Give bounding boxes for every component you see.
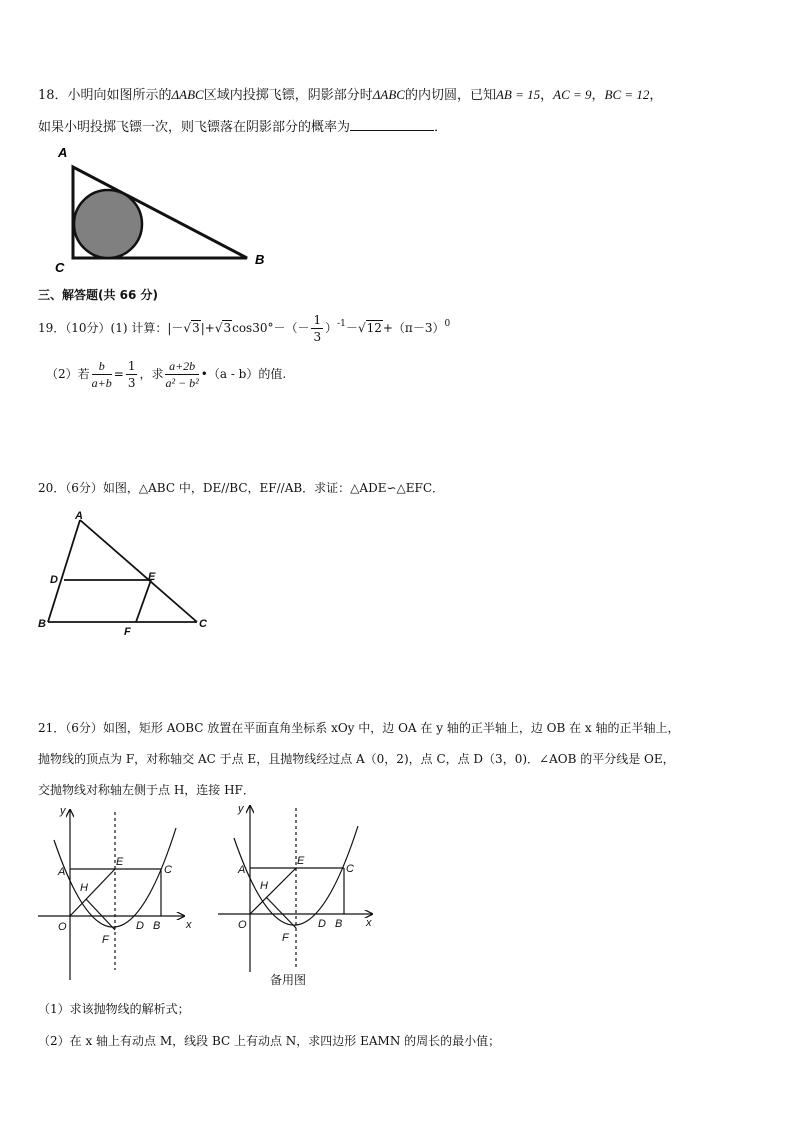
q20-label-c: C <box>199 618 207 630</box>
q19-p1-mid: |+ <box>200 321 215 335</box>
q18-label-b: B <box>255 252 265 267</box>
q18-ac: AC = 9 <box>553 87 592 102</box>
q21-line3: 交抛物线对称轴左侧于点 H，连接 HF． <box>38 783 255 797</box>
q21-f2-c: C <box>346 863 354 875</box>
q18-ab: AB = 15 <box>495 87 541 102</box>
q18-label-a: A <box>58 145 68 160</box>
q19-line2 <box>46 358 286 391</box>
q18-answer-blank <box>350 118 434 131</box>
q19-p1-pi: +（π－3） <box>382 321 445 335</box>
q19-p2-end: •（a - b）的值. <box>200 367 287 381</box>
q21-f1-x: x <box>186 919 192 931</box>
q18-sep2: ， <box>591 88 605 103</box>
q18-end: ． <box>434 120 448 135</box>
q19-frac-one-third <box>126 358 138 391</box>
q19-f3-num: a+2b <box>165 358 198 375</box>
q21-figure-main <box>34 800 204 985</box>
q19-exp-neg1: -1 <box>337 319 346 329</box>
sqrt-3-b-rad: 3 <box>223 321 232 335</box>
q19-p2-prefix: （2）若 <box>46 367 90 381</box>
q20-triangle-figure <box>34 506 224 640</box>
q21-f1-b: B <box>153 920 161 932</box>
q21-f1-e: E <box>116 856 124 868</box>
q19-f1-den: a+b <box>91 376 112 390</box>
q19-line1 <box>38 312 450 345</box>
q18-prefix: 18．小明向如图所示的 <box>38 88 172 103</box>
q19-f2-num: 1 <box>127 359 136 373</box>
q19-f1-num: b <box>92 358 112 375</box>
q21-sub2: （2）在 x 轴上有动点 M，线段 BC 上有动点 N，求四边形 EAMN 的周长的最小值； <box>38 1034 501 1048</box>
q20-label-f: F <box>124 626 131 638</box>
q19-exp0: 0 <box>444 319 451 329</box>
q21-f1-f: F <box>102 934 109 946</box>
q21-f1-y: y <box>60 805 66 817</box>
sqrt-3-b: √3 <box>214 321 232 335</box>
q21-f2-d: D <box>318 918 326 930</box>
q18-sep3: ， <box>649 88 663 103</box>
q18-label-c: C <box>55 260 65 275</box>
q19-p2-mid: ，求 <box>139 367 164 381</box>
q19-p1-prefix: 19．（10分）(1) 计算：|－ <box>38 321 184 335</box>
q20-label-a: A <box>75 510 83 522</box>
q21-line2: 抛物线的顶点为 F，对称轴交 AC 于点 E，且抛物线经过点 A（0，2)，点 C，点 D（3，0)．∠AOB 的平分线是 OE， <box>38 752 675 766</box>
q18-line2-text: 如果小明投掷飞镖一次，则飞镖落在阴影部分的概率为 <box>38 120 351 135</box>
q19-p1-cos: cos30°－（－ <box>232 321 310 335</box>
q21-line1: 21．（6分）如图，矩形 AOBC 放置在平面直角坐标系 xOy 中，边 OA 在 y 轴的正半轴上，边 OB 在 x 轴的正半轴上， <box>38 721 680 735</box>
q18-sep1: ， <box>540 88 554 103</box>
q18-triangle-figure <box>50 140 280 280</box>
q21-figure-backup <box>214 800 384 992</box>
q20-text: 20．（6分）如图，△ABC 中，DE//BC，EF//AB．求证：△ADE∽△EFC． <box>38 481 445 495</box>
q21-f2-b: B <box>335 918 343 930</box>
q18-mid1: 区域内投掷飞镖，阴影部分时 <box>203 88 373 103</box>
q19-p1-pow: ） <box>325 321 338 335</box>
q18-tri2: ΔABC <box>372 87 405 102</box>
q20-label-b: B <box>38 618 46 630</box>
q19-frac-num: 1 <box>313 313 322 327</box>
q19-frac-third <box>311 312 323 345</box>
q18-line2 <box>38 116 447 135</box>
q21-f2-h: H <box>260 880 268 892</box>
q21-f2-a: A <box>238 864 246 876</box>
q21-f2-x: x <box>366 917 372 929</box>
q19-frac-b-ab <box>92 358 112 391</box>
q18-line1 <box>38 84 662 103</box>
q19-frac-expr <box>165 358 198 391</box>
q18-mid2: 的内切圆，已知 <box>404 88 496 103</box>
sqrt-12-rad: 12 <box>366 321 382 335</box>
q21-f1-a: A <box>58 866 66 878</box>
q20-label-d: D <box>50 574 58 586</box>
q19-frac-den: 3 <box>313 330 322 344</box>
q19-eq: = <box>113 367 124 381</box>
section-title: 三、解答题(共 66 分) <box>38 288 159 302</box>
q18-tri1: ΔABC <box>171 87 204 102</box>
q18-bc: BC = 12 <box>604 87 650 102</box>
q19-f3-den: a² − b² <box>165 376 199 390</box>
q21-f2-e: E <box>297 855 305 867</box>
q21-backup-caption: 备用图 <box>270 973 307 987</box>
q21-f2-f: F <box>282 932 289 944</box>
q19-f2-den: 3 <box>127 376 136 390</box>
q21-f2-y: y <box>238 803 244 815</box>
sqrt-3-a: √3 <box>183 321 200 335</box>
q21-f1-h: H <box>80 882 88 894</box>
q21-f1-d: D <box>136 920 144 932</box>
q21-sub1: （1）求该抛物线的解析式； <box>38 1002 190 1016</box>
q20-label-e: E <box>148 571 156 583</box>
q19-p1-minus: － <box>345 321 358 335</box>
q21-f1-o: O <box>58 921 67 933</box>
q21-f1-c: C <box>164 864 172 876</box>
sqrt-3-a-rad: 3 <box>192 321 200 335</box>
sqrt-12: √12 <box>357 321 382 335</box>
q21-f2-o: O <box>238 919 247 931</box>
